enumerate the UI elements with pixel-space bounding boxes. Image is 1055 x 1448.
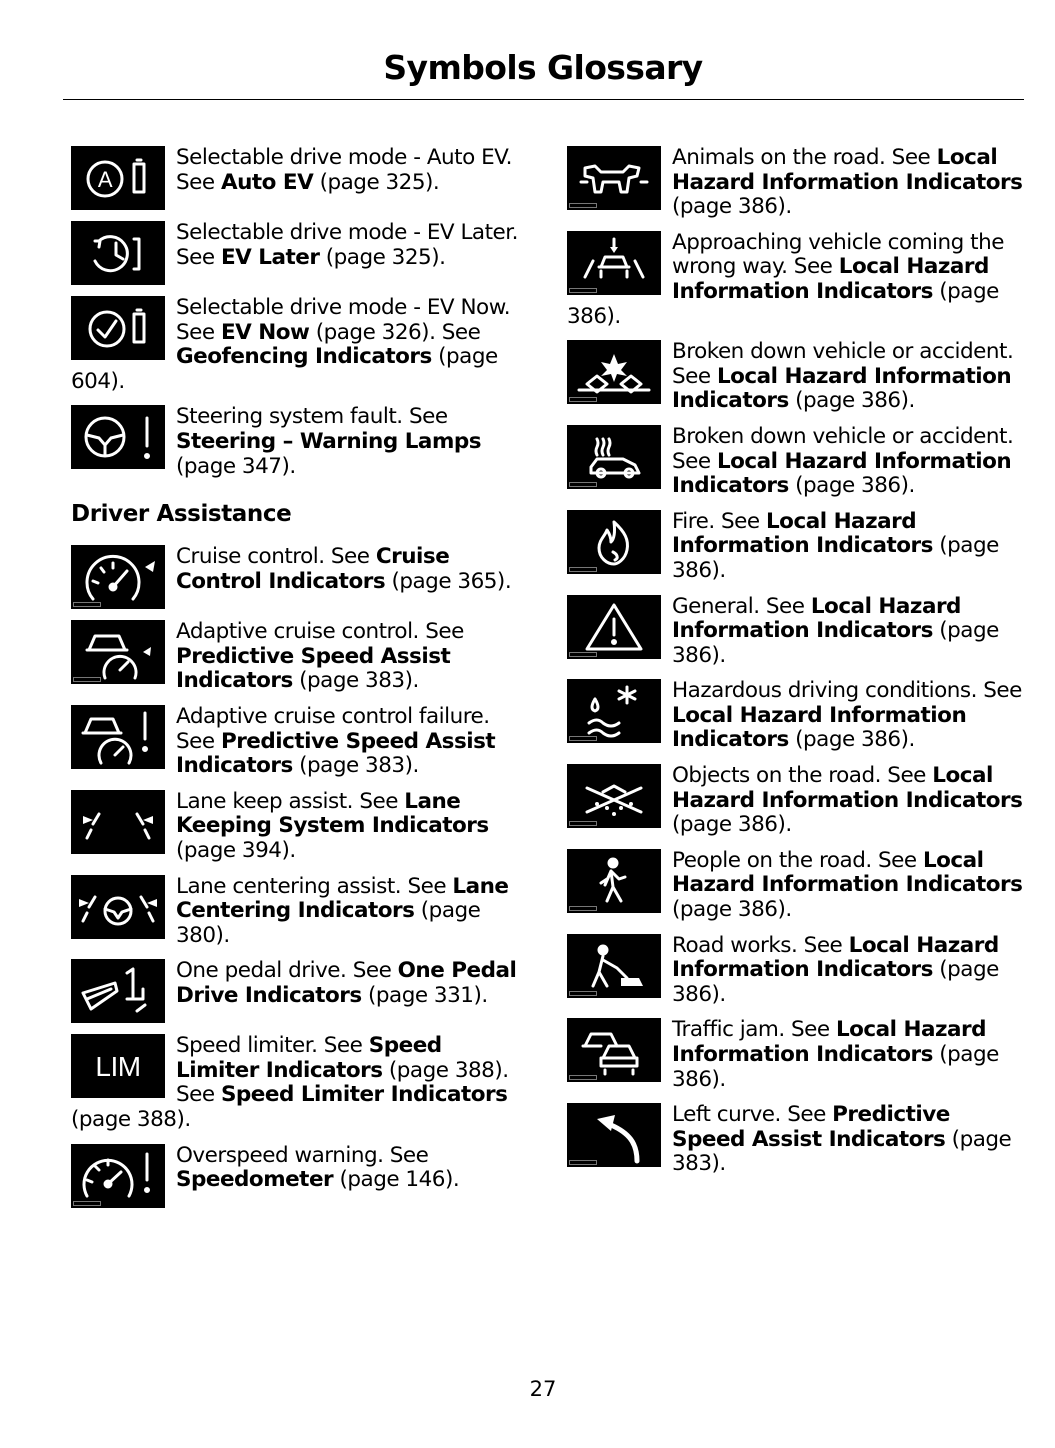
glossary-entry [567,231,1027,329]
cross-reference: Predictive Speed Assist Indicators [176,728,496,779]
cross-reference: Lane Centering Indicators [176,873,509,924]
cross-reference: Speed Limiter Indicators [176,1033,442,1083]
ev-later-icon [71,221,165,285]
page-title: Symbols Glossary [383,48,703,87]
glossary-entry [71,1144,531,1208]
accident-icon [567,340,661,404]
glossary-entry [567,1103,1027,1177]
entry-text: Road works. See [672,932,849,958]
entry-text: (page 386). [788,473,915,499]
entry-text: (page 386). [788,388,915,414]
glossary-entry [71,405,531,479]
driver-assistance-entries [71,545,531,1208]
glossary-entry [71,296,531,394]
glossary-entry [567,764,1027,838]
cross-reference: Local Hazard Information Indicators [672,702,967,753]
icon-frame-mark [569,906,597,911]
entry-text: General. See [672,593,811,619]
overspeed-warning-icon [71,1144,165,1208]
section-heading: Driver Assistance [71,501,292,528]
entry-text: Selectable drive mode - EV Now. See [176,295,511,345]
entry-text: Hazardous driving conditions. See [672,678,1022,704]
entry-text: Approaching vehicle coming the wrong way. See [672,229,1004,280]
icon-frame-mark [569,1160,597,1165]
one-pedal-drive-icon [71,959,165,1023]
people-on-road-icon [567,849,661,913]
cross-reference: Speed Limiter Indicators [220,1082,508,1108]
glossary-entry [71,146,531,210]
cross-reference: Local Hazard Information Indicators [672,508,933,559]
cross-reference: Steering – Warning Lamps [176,428,482,454]
glossary-entry [71,221,531,285]
entry-text: (page 326). See [309,319,481,345]
entry-text: Selectable drive mode - EV Later. See [176,220,518,270]
cross-reference: Local Hazard Information Indicators [672,448,1012,499]
title-rule [63,99,1024,100]
entry-text: (page 386). [788,727,915,753]
entry-text: Broken down vehicle or accident. See [672,339,1014,389]
icon-frame-mark [569,567,597,572]
entry-text: (page 380). [176,898,481,948]
icon-frame-mark [569,991,597,996]
cross-reference: Cruise Control Indicators [176,544,450,594]
entry-text: (page 325). [319,244,446,270]
entry-text: (page 386). [672,533,999,583]
glossary-entry [567,679,1027,753]
animals-on-road-icon [567,146,661,210]
cross-reference: Local Hazard Information Indicators [672,847,1023,898]
entry-text: (page 386). [672,897,792,923]
cross-reference: EV Later [220,244,320,270]
cross-reference: Auto EV [220,169,314,195]
entry-text: Cruise control. See [176,544,376,570]
glossary-entry [71,705,531,779]
icon-frame-mark [569,652,597,657]
cross-reference: Speedometer [176,1167,334,1193]
fire-icon [567,510,661,574]
entry-text: (page 325). [313,169,440,195]
glossary-entry [567,340,1027,414]
glossary-entry [567,510,1027,584]
entry-text: (page 146). [333,1167,460,1193]
entry-text: Broken down vehicle or accident. See [672,423,1014,474]
left-column [71,146,531,1208]
cross-reference: Local Hazard Information Indicators [672,363,1012,414]
entry-text: (page 331). [361,982,488,1008]
entry-text: (page 365). [385,568,512,594]
hazardous-conditions-icon [567,679,661,743]
cross-reference: Local Hazard Information Indicators [672,932,999,983]
entry-text: Overspeed warning. See [176,1142,429,1168]
icon-frame-mark [569,397,597,402]
entry-text: Adaptive cruise control. See [176,619,464,645]
entry-text: Steering system fault. See [176,404,448,430]
steering-fault-icon [71,405,165,469]
entry-text: Left curve. See [672,1102,833,1128]
entry-text: (page 386). [672,194,792,220]
glossary-entry [567,146,1027,220]
wrong-way-vehicle-icon [567,231,661,295]
cross-reference: Local Hazard Information Indicators [672,145,1023,195]
entry-text: (page 386). [672,1042,999,1092]
left-curve-icon [567,1103,661,1167]
adaptive-cruise-icon [71,620,165,684]
traffic-jam-icon [567,1018,661,1082]
icon-frame-mark [569,482,597,487]
cross-reference: EV Now [220,319,310,345]
glossary-entry [567,595,1027,669]
cross-reference: Local Hazard Information Indicators [672,254,989,304]
entry-text: (page 383). [672,1126,1012,1177]
entry-text: (page 388). See [176,1057,509,1108]
entry-text: One pedal drive. See [176,958,398,984]
cross-reference: Local Hazard Information Indicators [672,1017,987,1067]
glossary-entry [567,849,1027,923]
entry-text: (page 604). [71,344,498,394]
auto-ev-icon [71,146,165,210]
cross-reference: Local Hazard Information Indicators [672,763,1023,813]
glossary-entry [71,1034,531,1132]
cross-reference: Predictive Speed Assist Indicators [672,1102,950,1152]
road-works-icon [567,934,661,998]
page-number: 27 [529,1377,557,1401]
glossary-entry [71,959,531,1023]
entry-text: Selectable drive mode - Auto EV. See [176,145,512,195]
entry-text: Lane centering assist. See [176,873,453,899]
entry-text: (page 386). [672,812,792,838]
cross-reference: Local Hazard Information Indicators [672,593,961,644]
entry-text: Lane keep assist. See [176,788,405,814]
icon-frame-mark [569,821,597,826]
lane-keep-assist-icon [71,790,165,854]
entry-text: Speed limiter. See [176,1033,369,1059]
glossary-entry [71,545,531,609]
right-column [567,146,1027,1177]
glossary-entry [71,790,531,864]
entry-text: Traffic jam. See [672,1017,836,1043]
glossary-entry [71,875,531,949]
cross-reference: One Pedal Drive Indicators [176,958,517,1008]
speed-limiter-icon [71,1034,165,1098]
icon-frame-mark [569,1075,597,1080]
broken-down-vehicle-icon [567,425,661,489]
icon-frame-mark [73,602,101,607]
local-hazard-entries [567,146,1027,1177]
entry-text: (page 388). [71,1107,191,1133]
entry-text: Adaptive cruise control failure. See [176,703,490,754]
cross-reference: Lane Keeping System Indicators [176,788,489,839]
glossary-entry [71,620,531,694]
entry-text: (page 383). [292,753,419,779]
lane-centering-icon [71,875,165,939]
cross-reference: Geofencing Indicators [176,344,432,370]
glossary-entry [567,425,1027,499]
entry-text: Objects on the road. See [672,763,933,789]
entry-text: (page 347). [176,453,296,479]
adaptive-cruise-failure-icon [71,705,165,769]
entry-text: (page 386). [672,957,999,1007]
entry-text: (page 386). [567,278,999,329]
cruise-control-icon [71,545,165,609]
entry-text: Animals on the road. See [672,145,937,170]
icon-frame-mark [73,1201,101,1206]
general-warning-icon [567,595,661,659]
entry-text: (page 383). [292,668,419,694]
objects-on-road-icon [567,764,661,828]
entry-text: (page 386). [672,618,999,668]
cross-reference: Predictive Speed Assist Indicators [176,643,451,694]
glossary-entry [567,1018,1027,1092]
glossary-entry [567,934,1027,1008]
icon-frame-mark [569,288,597,293]
entry-text: (page 394). [176,837,296,863]
left-top-entries [71,146,531,479]
icon-frame-mark [569,203,597,208]
icon-frame-mark [73,677,101,682]
entry-text: People on the road. See [672,847,923,873]
svg-text:A: A [97,167,113,192]
icon-frame-mark [569,736,597,741]
icon-label: LIM [95,1051,141,1083]
ev-now-icon [71,296,165,360]
entry-text: Fire. See [672,508,766,534]
